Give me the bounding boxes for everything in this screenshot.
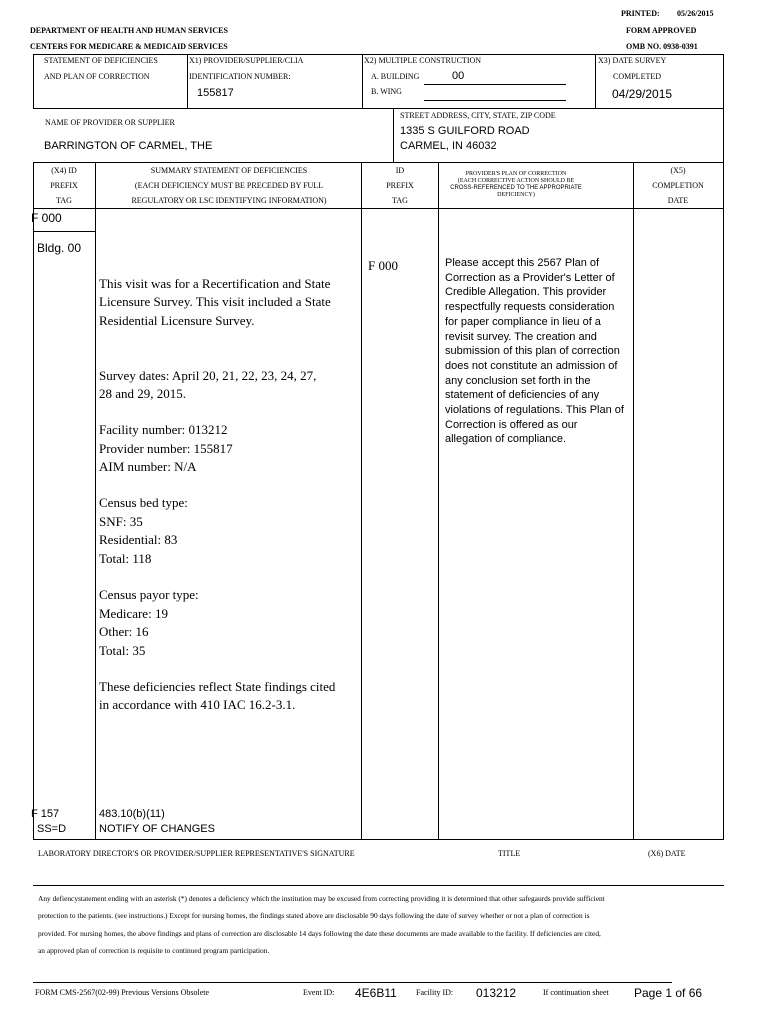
plan-of-correction-text: Please accept this 2567 Plan of Correction as a Provider's Letter of Credible Allegation. This provider respectfully requests consideration for paper compliance in lieu of a revisit survey. The creation and submission of this plan of correction does not constitute an admission of any conclusion set forth in the statement of deficiencies of any violations of regulations. This Plan of Correction is offered as our allegation of compliance.	[445, 257, 624, 446]
wing-label: B. WING	[371, 87, 402, 96]
x5-label: (X5)	[670, 166, 686, 175]
building-label: A. BUILDING	[371, 72, 420, 81]
plan-heading-line-4: DEFICIENCY)	[497, 192, 535, 198]
provider-name: BARRINGTON OF CARMEL, THE	[44, 140, 213, 152]
event-id: 4E6B11	[355, 986, 397, 1000]
deficiency-tag-2: F 157	[31, 808, 60, 820]
summary-heading: SUMMARY STATEMENT OF DEFICIENCIES	[150, 166, 308, 175]
provider-id: 155817	[197, 87, 234, 99]
x3-label: X3) DATE SURVEY	[598, 56, 667, 65]
plan-heading-line-1: PROVIDER'S PLAN OF CORRECTION	[465, 171, 567, 177]
x1-label: X1) PROVIDER/SUPPLIER/CLIA	[189, 56, 304, 65]
x5-date-label: DATE	[667, 196, 689, 205]
x2-label: X2) MULTIPLE CONSTRUCTION	[364, 56, 482, 65]
centers-title: CENTERS FOR MEDICARE & MEDICAID SERVICES	[30, 42, 228, 51]
address-line-2: CARMEL, IN 46032	[400, 140, 497, 152]
census-bed-total: Total: 118	[99, 551, 152, 566]
date-completed: 04/29/2015	[612, 87, 673, 101]
facility-id: 013212	[476, 986, 517, 1000]
event-id-label: Event ID:	[303, 988, 335, 997]
plan-heading	[439, 171, 593, 199]
plan-heading-line-2: (EACH CORRECTIVE ACTION SHOULD BE	[457, 178, 575, 184]
census-payor-total: Total: 35	[99, 643, 146, 658]
disclosure-footnote: Any defiencystatement ending with an asterisk (*) denotes a deficiency which the institution may be excused from correcting providing it is determined that other safegaurds provide sufficient protection to the patients. (see instructions.) Except for nursing homes, the findings stated above are disclosable 90 days following the date of survey whether or not a plan of correction is provided. For nursing homes, the above findings and plans of correction are disclosable 14 days following the date these documents are made available to the facility. If deficiencies are cited, an approved plan of correction is requisite to continued program participation.	[38, 894, 605, 955]
facility-number: Facility number: 013212	[99, 422, 228, 437]
building-value: 00	[452, 70, 465, 82]
summary-paragraph-1: This visit was for a Recertification and State Licensure Survey. This visit included a State Residential Licensure Survey.	[99, 276, 331, 328]
regulation-number: 483.10(b)(11)	[99, 808, 165, 820]
title-label: TITLE	[498, 849, 521, 858]
plan-heading-line-3: CROSS-REFERENCED TO THE APPROPRIATE	[450, 185, 582, 191]
page-number: Page 1 of 66	[634, 986, 703, 1000]
summary-instruction: (EACH DEFICIENCY MUST BE PRECEDED BY FULL	[134, 181, 324, 190]
regulation-title: NOTIFY OF CHANGES	[99, 823, 215, 835]
deficiency-severity: SS=D	[37, 823, 67, 835]
continuation-label: If continuation sheet	[543, 988, 609, 997]
summary-paragraph-2: Survey dates: April 20, 21, 22, 23, 24, 27, 28 and 29, 2015.	[99, 368, 317, 402]
x4-id-label: (X4) ID	[51, 166, 77, 175]
census-bed-type: Census bed type:	[99, 495, 188, 510]
statement-label: STATEMENT OF DEFICIENCIES	[44, 56, 158, 65]
id-label: ID	[395, 166, 405, 175]
signature-label: LABORATORY DIRECTOR'S OR PROVIDER/SUPPLIER REPRESENTATIVE'S SIGNATURE	[38, 849, 355, 858]
omb-number: OMB NO. 0938-0391	[626, 42, 698, 51]
x6-date-label: (X6) DATE	[648, 849, 686, 858]
census-residential: Residential: 83	[99, 532, 178, 547]
summary-instruction-2: REGULATORY OR LSC IDENTIFYING INFORMATION)	[131, 196, 327, 205]
printed-label: PRINTED:	[621, 9, 660, 18]
form-approved: FORM APPROVED	[626, 26, 697, 35]
summary-paragraph-final: These deficiencies reflect State findings cited in accordance with 410 IAC 16.2-3.1.	[99, 679, 336, 713]
x4-tag-label: TAG	[56, 196, 72, 205]
x5-completion-label: COMPLETION	[652, 181, 704, 190]
census-medicare: Medicare: 19	[99, 606, 168, 621]
id-prefix-label: PREFIX	[386, 181, 414, 190]
x3-completed-label: COMPLETED	[613, 72, 661, 81]
address-label: STREET ADDRESS, CITY, STATE, ZIP CODE	[400, 111, 556, 120]
x1-identification-label: IDENTIFICATION NUMBER:	[189, 72, 291, 81]
id-tag-label: TAG	[392, 196, 408, 205]
census-snf: SNF: 35	[99, 514, 143, 529]
address-line-1: 1335 S GUILFORD ROAD	[400, 125, 530, 137]
facility-id-label: Facility ID:	[416, 988, 454, 997]
x4-prefix-label: PREFIX	[50, 181, 78, 190]
provider-number: Provider number: 155817	[99, 441, 233, 456]
census-other: Other: 16	[99, 624, 149, 639]
printed-date: 05/26/2015	[677, 9, 714, 18]
department-title: DEPARTMENT OF HEALTH AND HUMAN SERVICES	[30, 26, 228, 35]
right-tag-1: F 000	[368, 258, 398, 273]
plan-of-correction-label: AND PLAN OF CORRECTION	[44, 72, 150, 81]
building-tag: Bldg. 00	[37, 241, 82, 255]
census-payor-type: Census payor type:	[99, 587, 199, 602]
aim-number: AIM number: N/A	[99, 459, 197, 474]
form-number: FORM CMS-2567(02-99) Previous Versions Obsolete	[35, 988, 210, 997]
provider-name-label: NAME OF PROVIDER OR SUPPLIER	[45, 118, 175, 127]
deficiency-tag-1: F 000	[31, 211, 62, 225]
